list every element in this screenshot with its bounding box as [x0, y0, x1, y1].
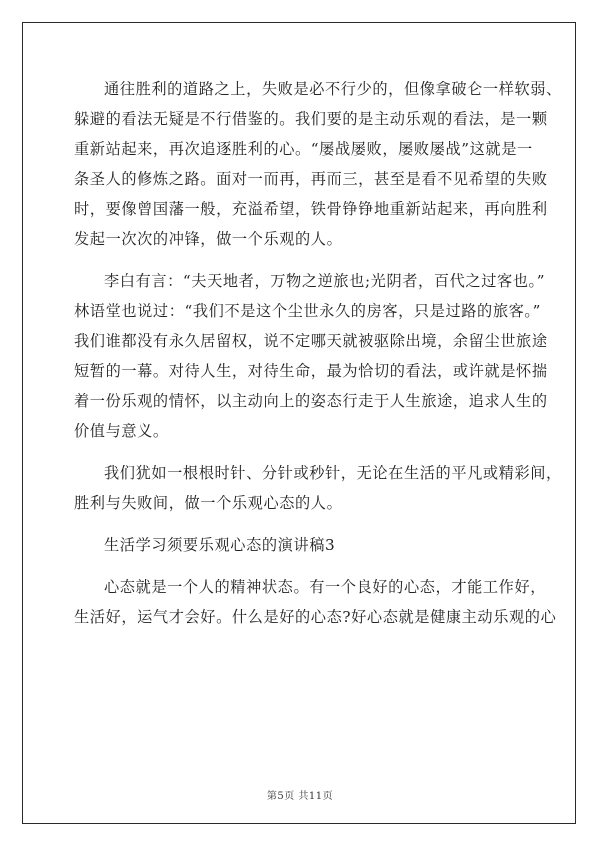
text-line: 林语堂也说过：“我们不是这个尘世永久的房客，只是过路的旅客。” — [74, 302, 541, 320]
text-line: 短暂的一幕。对待人生，对待生命，最为恰切的看法，或许就是怀揣 — [74, 362, 548, 380]
document-body — [74, 74, 562, 632]
section-heading — [74, 530, 548, 560]
text-line: 重新站起来，再次追逐胜利的心。“屡战屡败，屡败屡战”这就是一 — [74, 140, 533, 158]
text-line: 我们谁都没有永久居留权，说不定哪天就被驱除出境，余留尘世旅途 — [74, 332, 548, 350]
paragraph — [74, 458, 562, 518]
text-line: 胜利与失败间，做一个乐观心态的人。 — [74, 494, 343, 512]
text-line: 时，要像曾国藩一般，充溢希望，铁骨铮铮地重新站起来，再向胜利 — [74, 200, 548, 218]
text-line: 通往胜利的道路之上，失败是必不行少的，但像拿破仑一样软弱、 — [104, 80, 562, 98]
page-number: 第5页 共11页 — [266, 791, 334, 802]
paragraph — [74, 266, 548, 446]
paragraph — [74, 572, 557, 632]
heading-line: 生活学习须要乐观心态的演讲稿3 — [104, 536, 336, 554]
text-line: 发起一次次的冲锋，做一个乐观的人。 — [74, 230, 343, 248]
text-line: 躲避的看法无疑是不行借鉴的。我们要的是主动乐观的看法，是一颗 — [74, 110, 548, 128]
text-line: 我们犹如一根根时针、分针或秒针，无论在生活的平凡或精彩间， — [104, 464, 562, 482]
text-line: 着一份乐观的情怀，以主动向上的姿态行走于人生旅途，追求人生的 — [74, 392, 548, 410]
text-line: 心态就是一个人的精神状态。有一个良好的心态，才能工作好， — [104, 578, 547, 596]
paragraph — [74, 74, 562, 254]
text-line: 价值与意义。 — [74, 422, 169, 440]
text-line: 生活好，运气才会好。什么是好的心态?好心态就是健康主动乐观的心 — [74, 608, 557, 626]
text-line: 条圣人的修炼之路。面对一而再，再而三，甚至是看不见希望的失败 — [74, 170, 548, 188]
text-line: 李白有言：“夫天地者，万物之逆旅也;光阴者，百代之过客也。” — [104, 272, 546, 290]
